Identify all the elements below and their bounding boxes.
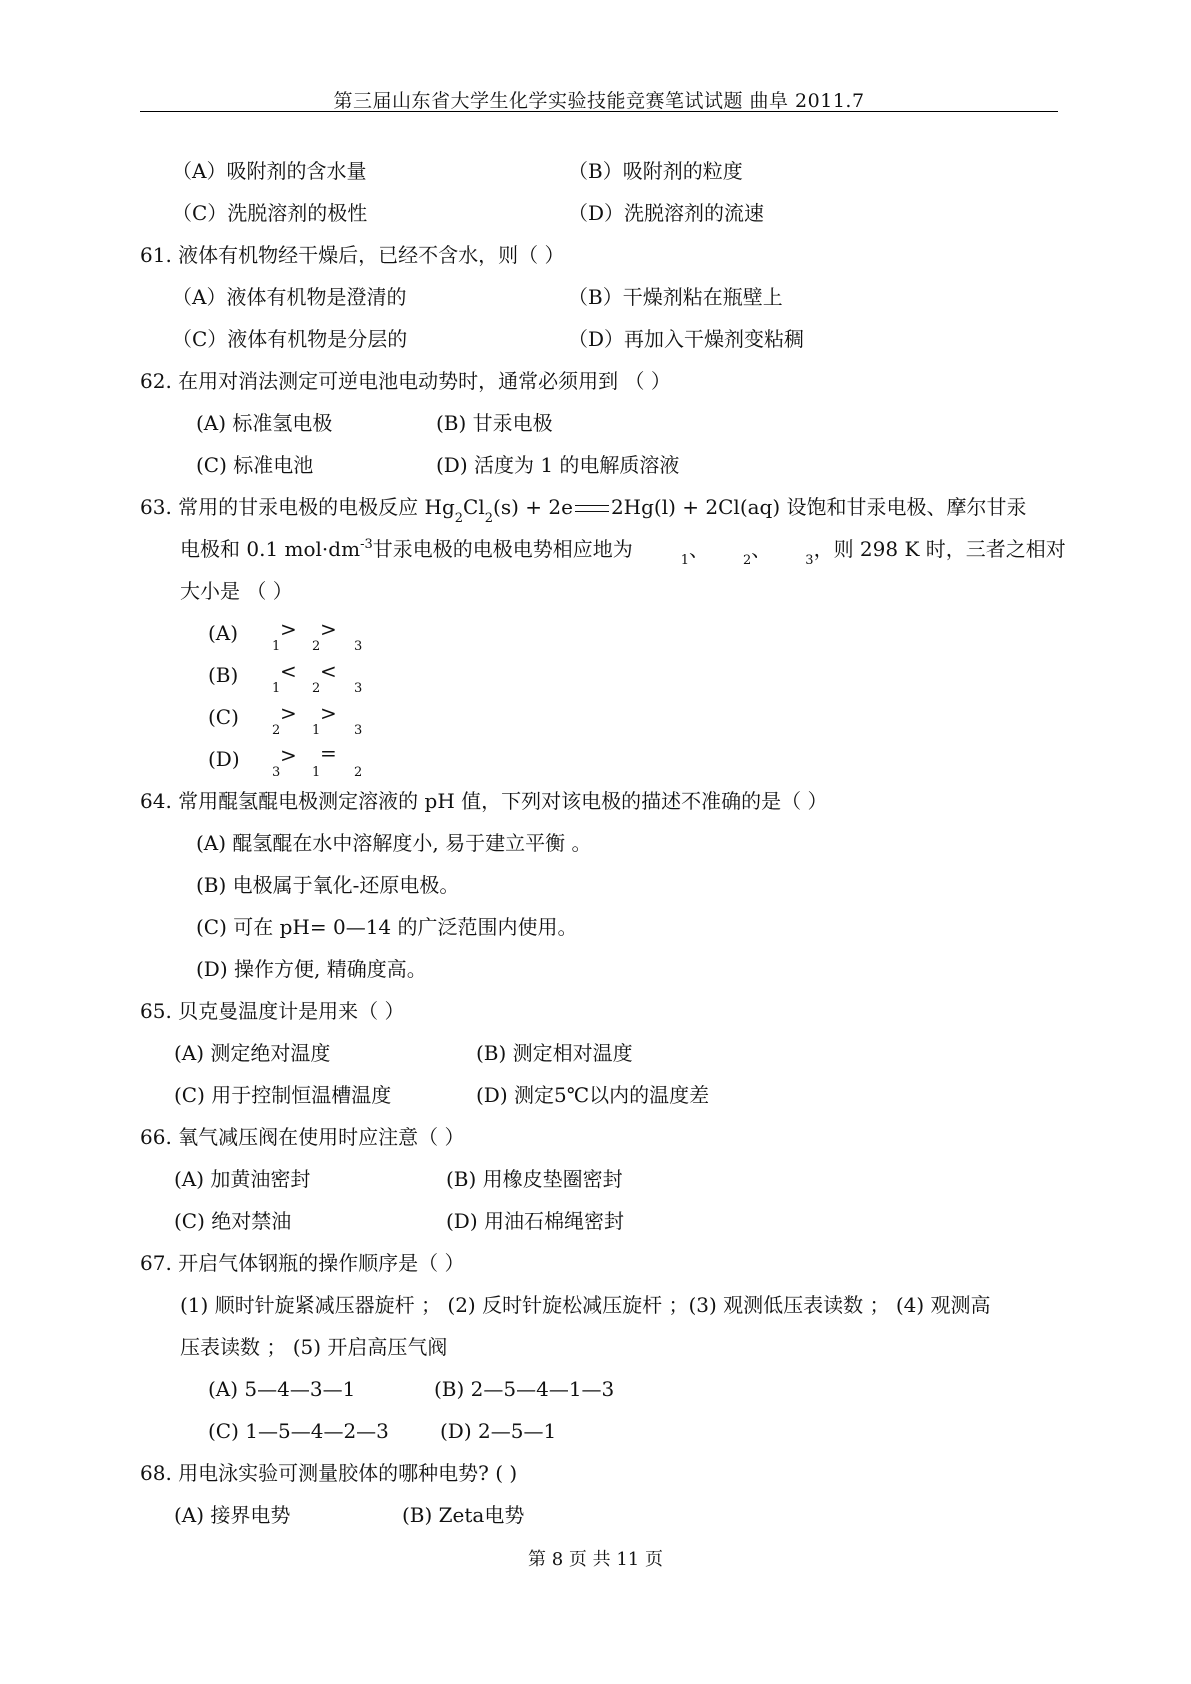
q67-option-b: (B) 2—5—4—1—3 [434,1377,615,1401]
q63-stem-line3: 大小是 （ ） [180,579,293,603]
header-rule [140,111,1058,112]
q62-option-c: (C) 标准电池 [196,453,314,477]
q63-option-c: (C) 2 > 1 > 3 [208,701,363,738]
q67-stem: 67. 开启气体钢瓶的操作顺序是（ ） [140,1251,465,1275]
q65-option-a: (A) 测定绝对温度 [174,1041,331,1065]
q67-option-a: (A) 5—4—3—1 [208,1377,356,1401]
q61-option-b: （B）干燥剂粘在瓶壁上 [568,285,783,309]
q68-option-a: (A) 接界电势 [174,1503,291,1527]
q62-stem: 62. 在用对消法测定可逆电池电动势时，通常必须用到 （ ） [140,369,671,393]
q67-option-c: (C) 1—5—4—2—3 [208,1419,389,1443]
q63-stem-line2: 电极和 0.1 $mol\cdot dm^{-3}$甘汞电极的电极电势相应地为 $_1$、 $_2$、 $_3$，则 298 K 时，三者之相对 [180,537,1066,568]
q60-option-d: （D）洗脱溶剂的流速 [568,201,765,225]
q66-option-b: (B) 用橡皮垫圈密封 [446,1167,623,1191]
q64-option-c: (C) 可在 pH= 0—14 的广泛范围内使用。 [196,915,578,939]
q64-option-b: (B) 电极属于氧化-还原电极。 [196,873,460,897]
q60-option-c: （C）洗脱溶剂的极性 [172,201,368,225]
q61-option-a: （A）液体有机物是澄清的 [172,285,407,309]
q61-option-d: （D）再加入干燥剂变粘稠 [568,327,805,351]
q67-steps-line1: (1) 顺时针旋紧减压器旋杆 ； (2) 反时针旋松减压旋杆 ；(3) 观测低压表读数 ； (4) 观测高 [180,1293,991,1317]
q65-option-d: (D) 测定5℃以内的温度差 [476,1083,710,1107]
q61-option-c: （C）液体有机物是分层的 [172,327,408,351]
q63-option-d: (D) 3 > 1 = 2 [208,741,363,780]
q62-option-a: (A) 标准氢电极 [196,411,333,435]
q68-stem: 68. 用电泳实验可测量胶体的哪种电势? ( ) [140,1461,518,1485]
q66-option-c: (C) 绝对禁油 [174,1209,292,1233]
q64-stem: 64. 常用醌氢醌电极测定溶液的 pH 值，下列对该电极的描述不准确的是（ ） [140,789,828,813]
q64-option-d: (D) 操作方便, 精确度高。 [196,957,427,981]
q66-option-d: (D) 用油石棉绳密封 [446,1209,624,1233]
q63-option-b: (B) 1 < 2 < 3 [208,659,363,696]
q65-stem: 65. 贝克曼温度计是用来（ ） [140,999,405,1023]
q66-stem: 66. 氧气减压阀在使用时应注意（ ） [140,1125,465,1149]
q62-option-d: (D) 活度为 1 的电解质溶液 [436,453,680,477]
q67-option-d: (D) 2—5—1 [440,1419,557,1443]
q67-steps-line2: 压表读数 ； (5) 开启高压气阀 [180,1335,448,1359]
page-footer: 第 8 页 共 11 页 [528,1549,663,1570]
q64-option-a: (A) 醌氢醌在水中溶解度小, 易于建立平衡 。 [196,831,592,855]
q68-option-b: (B) Zeta电势 [402,1503,525,1527]
q63-option-a: (A) 1 > 2 > 3 [208,617,363,654]
q66-option-a: (A) 加黄油密封 [174,1167,311,1191]
page-header: 第三届山东省大学生化学实验技能竞赛笔试试题 曲阜 2011.7 [333,90,865,112]
q60-option-b: （B）吸附剂的粒度 [568,159,743,183]
q63-stem-line1: 63. 常用的甘汞电极的电极反应 $Hg_2Cl_2(s) + 2e$ 2Hg(l) + 2Cl(aq) 设饱和甘汞电极、摩尔甘汞 [140,495,1027,526]
q60-option-a: （A）吸附剂的含水量 [172,159,367,183]
q65-option-b: (B) 测定相对温度 [476,1041,633,1065]
q61-stem: 61. 液体有机物经干燥后，已经不含水，则（ ） [140,243,565,267]
q62-option-b: (B) 甘汞电极 [436,411,553,435]
equilibrium-arrow-icon [575,503,609,515]
q65-option-c: (C) 用于控制恒温槽温度 [174,1083,392,1107]
